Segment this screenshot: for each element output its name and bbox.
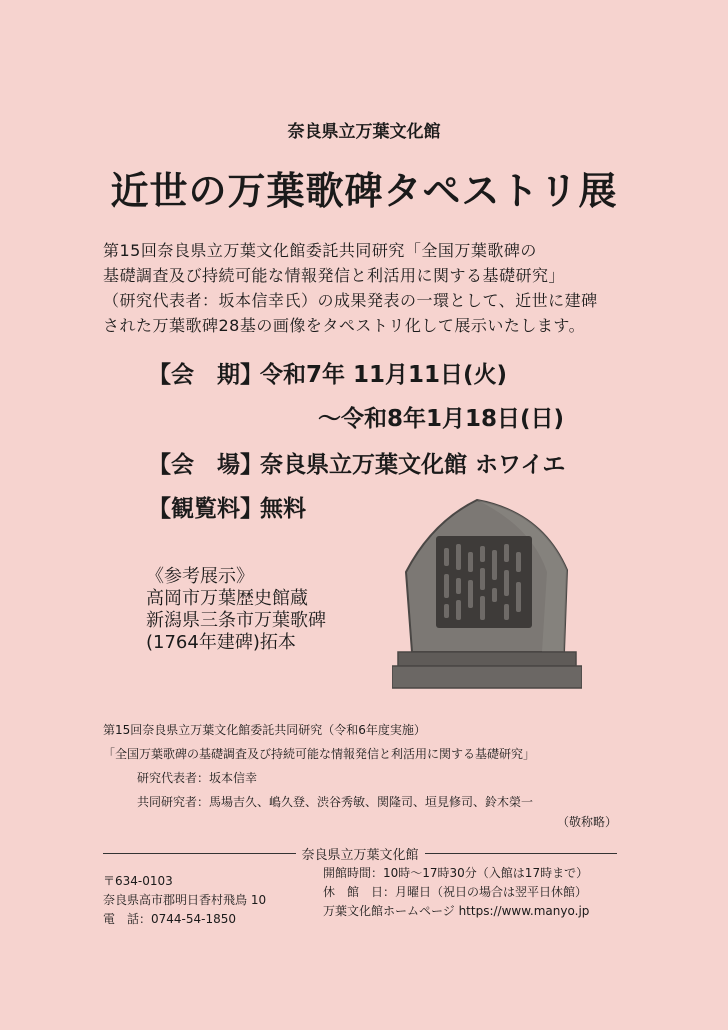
reference-heading: 《参考展示》 [146, 566, 254, 587]
closed-days: 休 館 日：月曜日（祝日の場合は翌平日休館） [323, 885, 588, 899]
reference-line: 高岡市万葉歴史館蔵 [146, 588, 308, 609]
period-row [148, 356, 507, 389]
page-title: 近世の万葉歌碑タペストリ展 [110, 169, 618, 213]
footer-divider [103, 844, 617, 863]
reference-line: (1764年建碑)拓本 [146, 632, 296, 653]
intro-line: 基礎調査及び持続可能な情報発信と利活用に関する基礎研究」 [103, 266, 566, 285]
period-label: 【会 期】 [148, 362, 263, 388]
research-members: 共同研究者：馬場吉久、嶋久登、渋谷秀敏、関隆司、垣見修司、鈴木榮一 [137, 795, 534, 809]
intro-line: 第15回奈良県立万葉文化館委託共同研究「全国万葉歌碑の [103, 241, 537, 260]
venue-label: 【会 場】 [148, 452, 263, 478]
reference-exhibit [146, 566, 326, 654]
footer-hours [323, 864, 589, 921]
period-start: 令和7年 11月11日(火) [260, 362, 508, 388]
footer-address [103, 872, 266, 929]
fee-value: 無料 [260, 496, 306, 522]
phone: 電 話：0744-54-1850 [103, 912, 237, 926]
stone-monument-icon [392, 492, 582, 692]
venue-value: 奈良県立万葉文化館 ホワイエ [260, 452, 566, 478]
research-title: 第15回奈良県立万葉文化館委託共同研究（令和6年度実施） [103, 723, 426, 737]
research-credits [103, 718, 617, 830]
intro-paragraph [103, 238, 598, 338]
fee-row [148, 490, 306, 523]
postal-code: 〒634-0103 [103, 874, 173, 888]
research-subtitle: 「全国万葉歌碑の基礎調査及び持続可能な情報発信と利活用に関する基礎研究」 [103, 747, 536, 761]
footer-org-name: 奈良県立万葉文化館 [301, 848, 419, 863]
website-link[interactable]: 万葉文化館ホームページ https://www.manyo.jp [323, 904, 590, 918]
venue-row [148, 446, 565, 479]
reference-line: 新潟県三条市万葉歌碑 [146, 610, 326, 631]
opening-hours: 開館時間：10時～17時30分（入館は17時まで） [323, 866, 589, 880]
address: 奈良県高市郡明日香村飛鳥 10 [103, 893, 267, 907]
intro-line: された万葉歌碑28基の画像をタペストリ化して展示いたします。 [103, 316, 586, 335]
fee-label: 【観覧料】 [148, 496, 263, 522]
intro-line: （研究代表者：坂本信幸氏）の成果発表の一環として、近世に建碑 [103, 291, 598, 310]
research-lead: 研究代表者：坂本信幸 [137, 771, 258, 785]
honorifics-note: （敬称略） [556, 815, 617, 829]
period-end: ～令和8年1月18日(日) [318, 406, 565, 432]
organizer-name: 奈良県立万葉文化館 [287, 122, 441, 142]
